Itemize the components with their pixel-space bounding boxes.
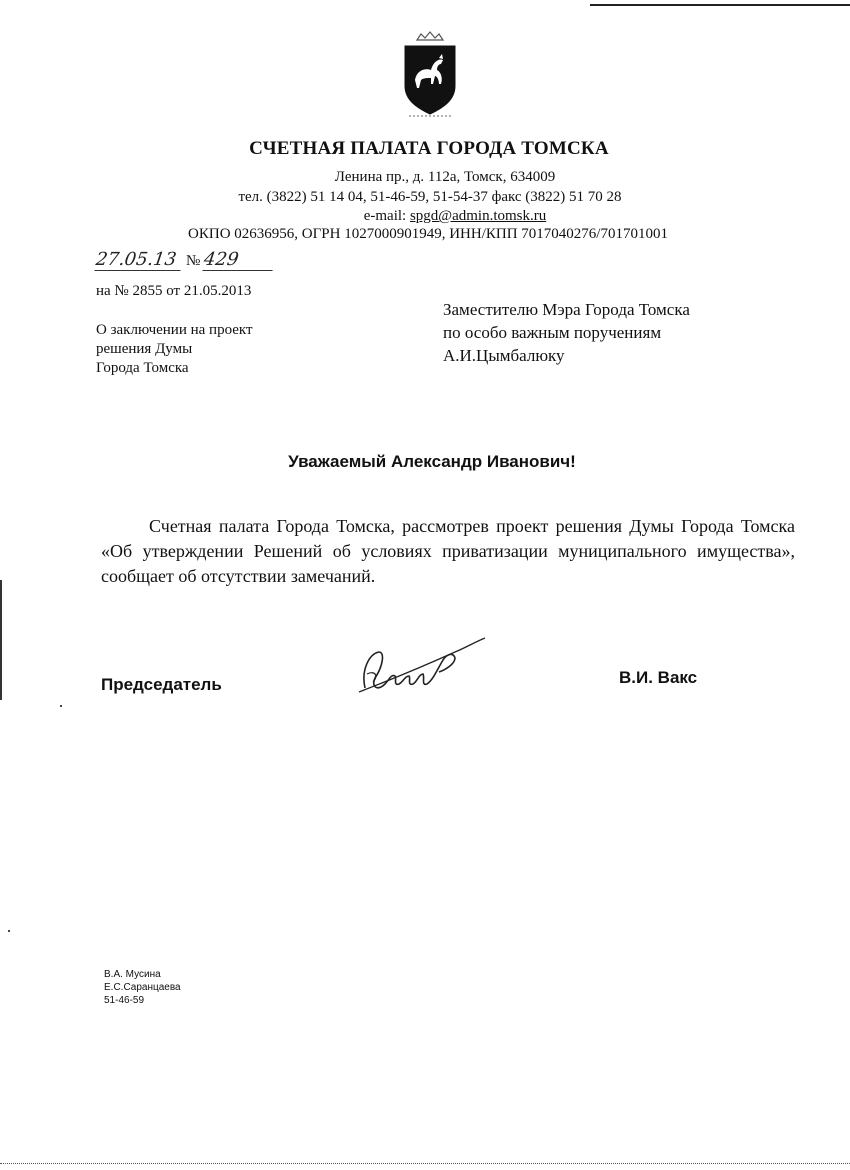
subject-line: Города Томска bbox=[96, 360, 189, 376]
executor-info bbox=[104, 968, 181, 1007]
scan-edge-top bbox=[590, 4, 850, 6]
signatory-name: В.И. Вакс bbox=[619, 668, 698, 687]
scan-dot bbox=[8, 930, 10, 932]
outgoing-date: 27.05.13 bbox=[94, 249, 183, 271]
scan-edge-bottom bbox=[0, 1163, 850, 1165]
org-address: Ленина пр., д. 112а, Томск, 634009 bbox=[334, 169, 556, 185]
email-label: e-mail: bbox=[363, 208, 410, 224]
addressee-line: А.И.Цымбалюку bbox=[443, 346, 565, 365]
letter-subject bbox=[96, 321, 296, 378]
email-link[interactable]: spgd@admin.tomsk.ru bbox=[409, 208, 547, 224]
org-registry: ОКПО 02636956, ОГРН 1027000901949, ИНН/КПП 7017040276/701701001 bbox=[188, 226, 668, 242]
number-label: № bbox=[186, 253, 201, 269]
scan-edge-left bbox=[0, 580, 2, 700]
executor-phone: 51-46-59 bbox=[104, 995, 145, 1006]
outgoing-number-value: 429 bbox=[203, 249, 276, 271]
executor-line: Е.С.Саранцаева bbox=[104, 982, 181, 993]
scan-dot bbox=[60, 705, 62, 707]
subject-line: О заключении на проект bbox=[96, 322, 253, 338]
executor-line: В.А. Мусина bbox=[104, 969, 161, 980]
subject-line: решения Думы bbox=[96, 341, 193, 357]
incoming-reference: на № 2855 от 21.05.2013 bbox=[96, 283, 252, 299]
addressee-line: по особо важным поручениям bbox=[443, 323, 662, 342]
signatory-position: Председатель bbox=[101, 675, 222, 694]
outgoing-number bbox=[96, 249, 274, 271]
addressee bbox=[443, 298, 690, 367]
addressee-line: Заместителю Мэра Города Томска bbox=[443, 300, 690, 319]
org-title: СЧЕТНАЯ ПАЛАТА ГОРОДА ТОМСКА bbox=[249, 138, 609, 159]
org-phones: тел. (3822) 51 14 04, 51-46-59, 51-54-37 факс (3822) 51 70 28 bbox=[238, 189, 622, 205]
letter-body: Счетная палата Города Томска, рассмотрев проект решения Думы Города Томска «Об утверждении Решений об условиях приватизации муниципального имущества», сообщает об отсутствии замечаний. bbox=[101, 516, 795, 586]
org-email-line bbox=[0, 208, 850, 225]
handwritten-signature bbox=[355, 630, 495, 700]
tomsk-coat-of-arms-icon bbox=[395, 28, 465, 124]
salutation: Уважаемый Александр Иванович! bbox=[288, 452, 576, 471]
